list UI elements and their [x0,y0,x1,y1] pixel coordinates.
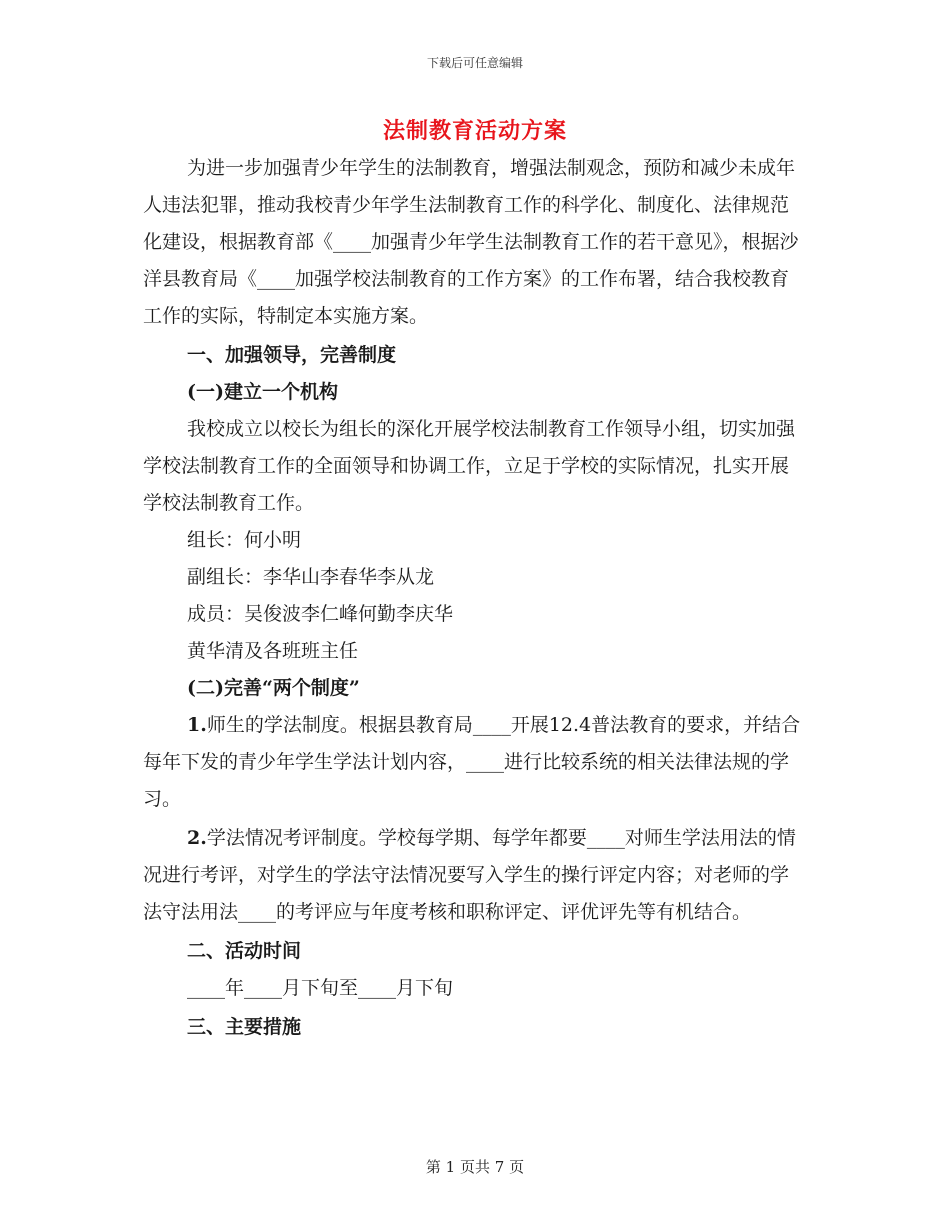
document-body [143,150,803,1046]
section1-sub1-paragraph: 我校成立以校长为组长的深化开展学校法制教育工作领导小组，切实加强学校法制教育工作的全面领导和协调工作，立足于学校的实际情况，扎实开展学校法制教育工作。 [143,418,796,514]
system-item-1 [143,707,803,818]
section1-sub2-heading: (二)完善“两个制度” [187,677,360,699]
section3-heading: 三、主要措施 [187,1016,302,1038]
section2-heading: 二、活动时间 [187,940,302,962]
system-item-2 [143,820,803,931]
intro-paragraph: 为进一步加强青少年学生的法制教育，增强法制观念，预防和减少未成年人违法犯罪，推动我校青少年学生法制教育工作的科学化、制度化、法律规范化建设，根据教育部《____加强青少年学生法制教育工作的若干意见》，根据沙洋县教育局《____加强学校法制教育的工作方案》的工作布署，结合我校教育工作的实际，特制定本实施方案。 [143,157,799,327]
system-item-2-number: 2. [187,827,207,849]
activity-time: ____年____月下旬至____月下旬 [187,977,454,999]
group-deputy: 副组长：李华山李春华李从龙 [187,566,435,588]
system-item-1-number: 1. [187,714,207,736]
header-note: 下载后可任意编辑 [426,56,523,70]
section1-sub1-heading: (一)建立一个机构 [187,381,338,403]
document-title: 法制教育活动方案 [382,118,567,144]
section1-heading: 一、加强领导，完善制度 [187,344,397,366]
group-leader: 组长：何小明 [187,529,302,551]
page-footer: 第 1 页共 7 页 [425,1158,525,1176]
system-item-1-text: 师生的学法制度。根据县教育局____开展12.4普法教育的要求，并结合每年下发的青少年学生学法计划内容，____进行比较系统的相关法律法规的学习。 [143,714,801,810]
group-members-cont: 黄华清及各班班主任 [187,640,359,662]
group-members: 成员：吴俊波李仁峰何勤李庆华 [187,603,454,625]
system-item-2-text: 学法情况考评制度。学校每学期、每学年都要____对师生学法用法的情况进行考评，对学生的学法守法情况要写入学生的操行评定内容；对老师的学法守法用法____的考评应与年度考核和职称评定、评优评先等有机结合。 [143,827,796,923]
